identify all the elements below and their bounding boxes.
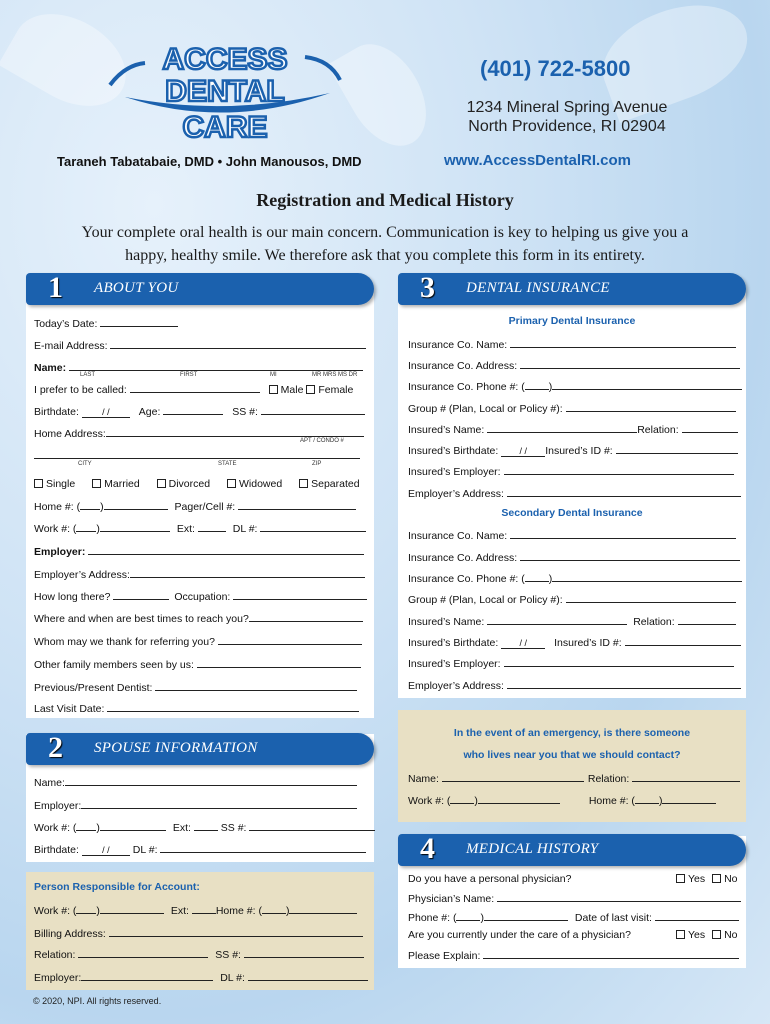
svg-text:CARE: CARE: [182, 111, 268, 144]
male-checkbox[interactable]: [269, 385, 278, 394]
section-2-header: 2 SPOUSE INFORMATION: [26, 733, 374, 765]
emergency-line-1: In the event of an emergency, is there someone: [453, 727, 691, 739]
secondary-ins-address[interactable]: Insurance Co. Address:: [408, 550, 740, 564]
primary-ins-name[interactable]: Insurance Co. Name:: [408, 337, 736, 351]
addr-sub-state: STATE: [218, 461, 237, 467]
resp-work-field[interactable]: Work #: ( ) Ext: Home #: ( ): [34, 903, 357, 917]
care-yes-checkbox[interactable]: [676, 930, 685, 939]
emergency-line-2: who lives near you that we should contact?: [463, 749, 681, 761]
secondary-insured-birthdate[interactable]: Insured’s Birthdate: / / Insured’s ID #:: [408, 635, 741, 649]
name-sub-first: FIRST: [180, 372, 198, 378]
doctor-names: Taraneh Tabatabaie, DMD • John Manousos, DMD: [57, 154, 362, 169]
responsible-heading: Person Responsible for Account:: [34, 881, 200, 893]
primary-ins-address[interactable]: Insurance Co. Address:: [408, 358, 740, 372]
last-visit-field[interactable]: Last Visit Date:: [34, 701, 359, 715]
resp-relation-field[interactable]: Relation: SS #:: [34, 947, 364, 961]
care-yes-no[interactable]: Yes No: [676, 929, 738, 941]
primary-insured-name[interactable]: Insured’s Name: Relation:: [408, 422, 738, 436]
primary-group[interactable]: Group # (Plan, Local or Policy #):: [408, 401, 736, 415]
secondary-insured-employer[interactable]: Insured’s Employer:: [408, 656, 734, 670]
primary-insured-employer[interactable]: Insured’s Employer:: [408, 464, 734, 478]
divorced-checkbox[interactable]: [157, 479, 166, 488]
primary-employer-address[interactable]: Employer’s Address:: [408, 486, 741, 500]
home-address-field[interactable]: Home Address:: [34, 426, 364, 440]
section-3-header: 3 DENTAL INSURANCE: [398, 273, 746, 305]
access-dental-care-logo: [105, 35, 345, 145]
name-sub-last: LAST: [80, 372, 96, 378]
physician-name-field[interactable]: Physician’s Name:: [408, 891, 741, 905]
website-link[interactable]: www.AccessDentalRI.com: [444, 152, 632, 169]
employer-field[interactable]: Employer:: [34, 544, 364, 558]
spouse-name-field[interactable]: Name:: [34, 775, 357, 789]
secondary-insurance-heading: Secondary Dental Insurance: [501, 507, 643, 519]
marital-status[interactable]: Single Married Divorced Widowed Separated: [34, 478, 360, 490]
single-checkbox[interactable]: [34, 479, 43, 488]
spouse-birthdate-field[interactable]: Birthdate: / / DL #:: [34, 842, 366, 856]
female-checkbox[interactable]: [306, 385, 315, 394]
explain-field[interactable]: Please Explain:: [408, 948, 739, 962]
name-sub-mi: MI: [270, 372, 277, 378]
secondary-insured-name[interactable]: Insured’s Name: Relation:: [408, 614, 736, 628]
physician-yes-no[interactable]: Yes No: [676, 873, 738, 885]
previous-dentist-field[interactable]: Previous/Present Dentist:: [34, 680, 357, 694]
home-phone-field[interactable]: Home #: ( ) Pager/Cell #:: [34, 499, 356, 513]
spouse-work-field[interactable]: Work #: ( ) Ext: SS #:: [34, 820, 375, 834]
addr-sub-city: CITY: [78, 461, 92, 467]
preferred-name-field[interactable]: I prefer to be called: Male Female: [34, 384, 354, 396]
separated-checkbox[interactable]: [299, 479, 308, 488]
apt-sub: APT / CONDO #: [300, 438, 344, 444]
secondary-group[interactable]: Group # (Plan, Local or Policy #):: [408, 592, 736, 606]
married-checkbox[interactable]: [92, 479, 101, 488]
secondary-ins-phone[interactable]: Insurance Co. Phone #: ( ): [408, 571, 742, 585]
physician-yes-checkbox[interactable]: [676, 874, 685, 883]
svg-text:DENTAL: DENTAL: [165, 75, 285, 108]
primary-insured-birthdate[interactable]: Insured’s Birthdate: / / Insured’s ID #:: [408, 443, 738, 457]
emergency-name-field[interactable]: Name: Relation:: [408, 771, 740, 785]
widowed-checkbox[interactable]: [227, 479, 236, 488]
how-long-field[interactable]: How long there? Occupation:: [34, 589, 367, 603]
under-care-question[interactable]: Are you currently under the care of a physician?: [408, 929, 631, 941]
intro-text: Your complete oral health is our main concern. Communication is key to helping us give you a happy, healthy smile. We therefore ask that you complete this form in its entirety.: [81, 224, 689, 264]
section-4-header: 4 MEDICAL HISTORY: [398, 834, 746, 866]
name-field[interactable]: Name:: [34, 360, 363, 374]
birthdate-field[interactable]: Birthdate: / / Age: SS #:: [34, 404, 365, 418]
todays-date-field[interactable]: Today’s Date:: [34, 316, 178, 330]
phone-number: (401) 722-5800: [480, 56, 631, 81]
family-members-field[interactable]: Other family members seen by us:: [34, 657, 361, 671]
emergency-work-field[interactable]: Work #: ( ) Home #: ( ): [408, 793, 716, 807]
physician-phone-field[interactable]: Phone #: ( ) Date of last visit:: [408, 910, 739, 924]
employer-address-field[interactable]: Employer’s Address:: [34, 567, 365, 581]
work-phone-field[interactable]: Work #: ( ) Ext: DL #:: [34, 521, 366, 535]
form-title: Registration and Medical History: [256, 190, 514, 210]
section-1-header: 1 ABOUT YOU: [26, 273, 374, 305]
care-no-checkbox[interactable]: [712, 930, 721, 939]
name-sub-title: MR MRS MS DR: [312, 372, 358, 378]
email-field[interactable]: E-mail Address:: [34, 338, 366, 352]
referral-field[interactable]: Whom may we thank for referring you?: [34, 634, 362, 648]
secondary-employer-address[interactable]: Employer’s Address:: [408, 678, 741, 692]
resp-employer-field[interactable]: Employer: DL #:: [34, 970, 368, 984]
personal-physician-question[interactable]: Do you have a personal physician?: [408, 873, 572, 885]
best-times-field[interactable]: Where and when are best times to reach you?: [34, 611, 363, 625]
copyright: © 2020, NPI. All rights reserved.: [33, 996, 162, 1006]
billing-address-field[interactable]: Billing Address:: [34, 926, 363, 940]
spouse-employer-field[interactable]: Employer:: [34, 798, 357, 812]
svg-text:ACCESS: ACCESS: [162, 43, 288, 76]
street-address: 1234 Mineral Spring Avenue North Providence, RI 02904: [466, 99, 668, 135]
primary-insurance-heading: Primary Dental Insurance: [508, 315, 636, 327]
physician-no-checkbox[interactable]: [712, 874, 721, 883]
addr-sub-zip: ZIP: [312, 461, 322, 467]
secondary-ins-name[interactable]: Insurance Co. Name:: [408, 528, 736, 542]
primary-ins-phone[interactable]: Insurance Co. Phone #: ( ): [408, 379, 742, 393]
